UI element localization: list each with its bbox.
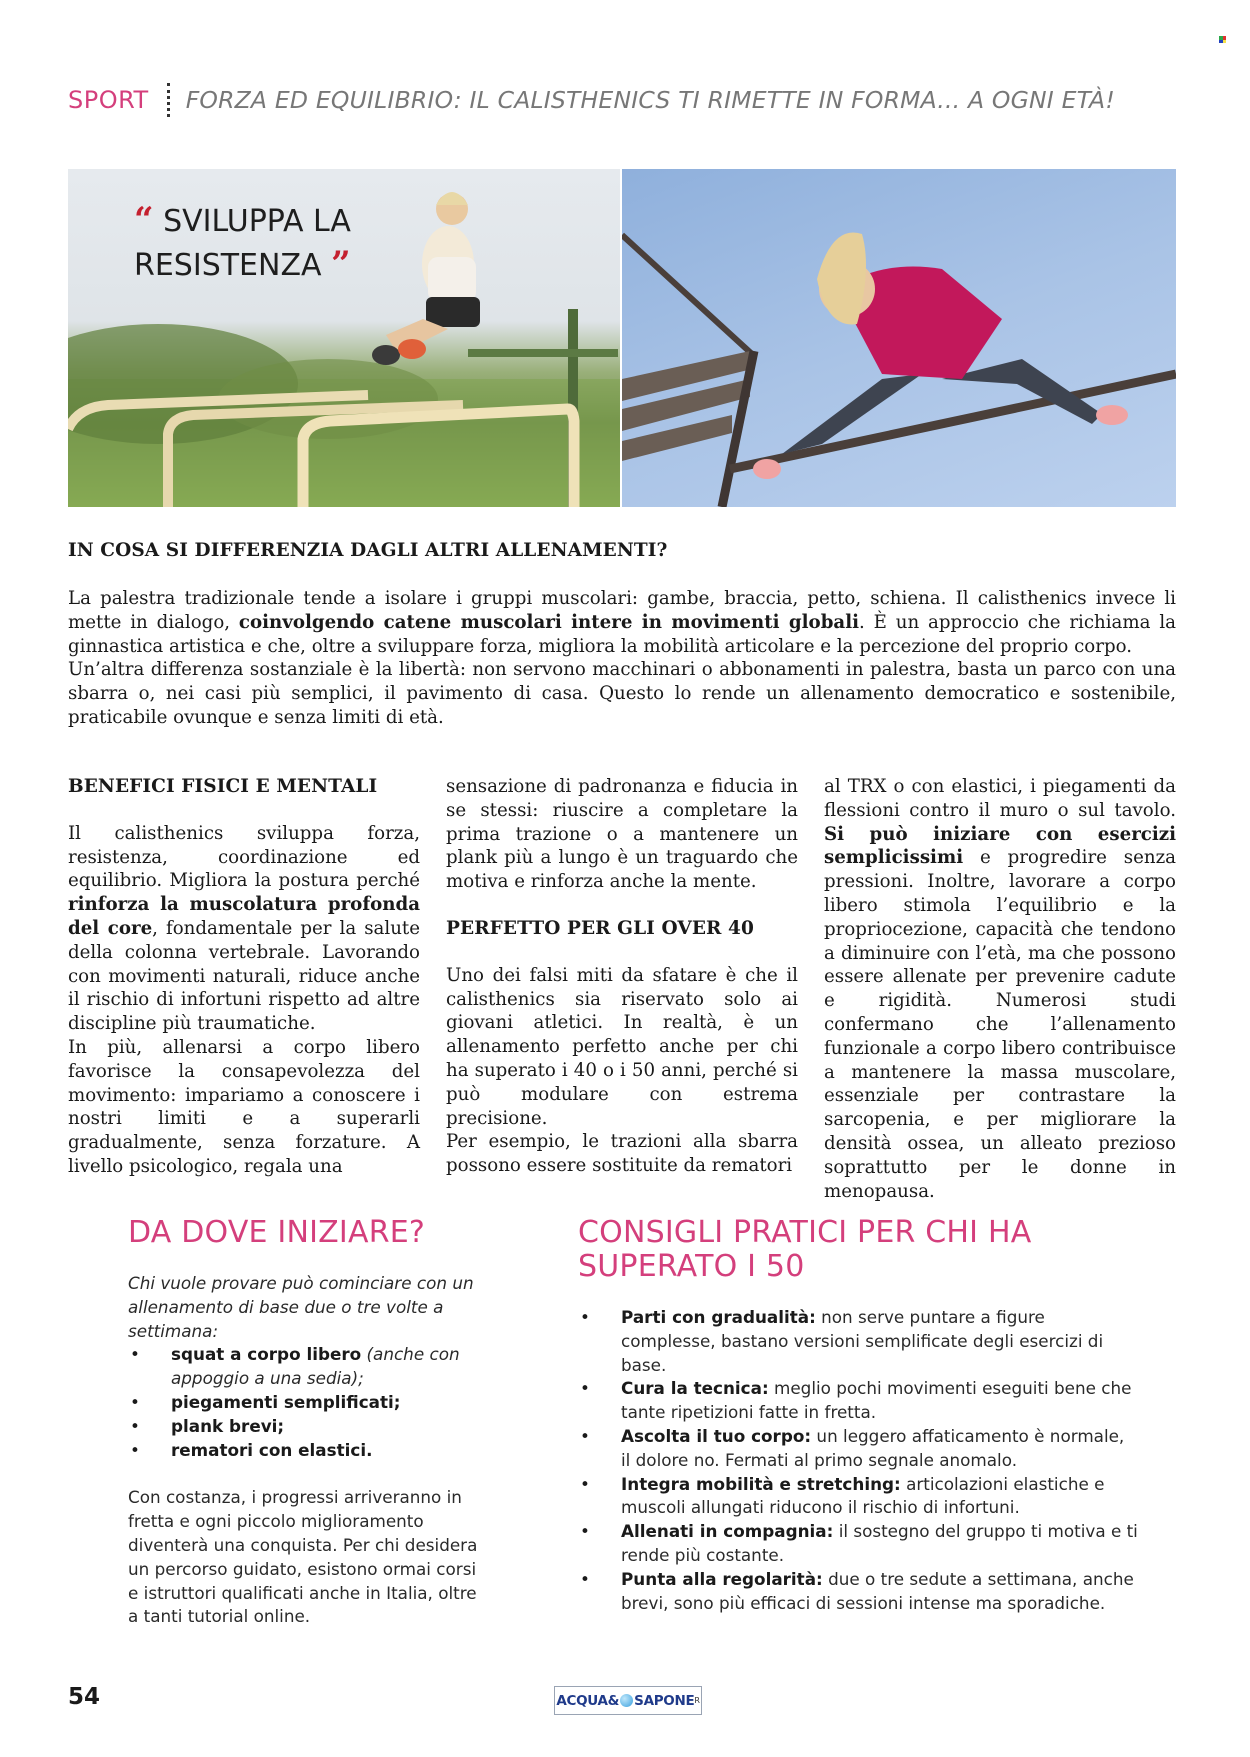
heading-line-2: SUPERATO I 50 [578,1249,805,1284]
tip-title: Parti con gradualità: [621,1307,816,1327]
intro-p1-text: La palestra tradizionale tende a isolare i gruppi muscolari: gambe, braccia, petto, schiena. Il calisthenics invece li mette in dialogo, [68,588,1176,633]
tips-list [578,1306,1138,1615]
list-item [128,1343,488,1391]
tip-text: non serve puntare a figure complesse, bastano versioni semplificate degli esercizi di base. [621,1307,1104,1375]
intro-p1-text-end: . È un approccio che richiama la ginnastica artistica e che, oltre a sviluppare forza, migliora la mobilità articolare e la percezione del proprio corpo. [68,611,1176,657]
list-item [128,1439,488,1463]
heading-where-to-start: DA DOVE INIZIARE? [128,1215,426,1250]
list-item [128,1415,488,1439]
over40-paragraph-2-part-1: Per esempio, le trazioni alla sbarra possono essere sostituite da rematori [446,1131,798,1177]
tip-title: Punta alla regolarità: [621,1568,823,1589]
list-item-bold: squat a corpo libero [171,1344,362,1365]
tip-item [578,1425,1138,1473]
benefits-p1-bold: rinforza la muscolatura profonda del core [68,894,420,939]
where-to-start-lead: Chi vuole provare può cominciare con un allenamento di base due o tre volte a settimana: [128,1273,474,1341]
page-header [68,80,1115,120]
tip-item [578,1520,1138,1568]
benefits-paragraph-2-part-1: In più, allenarsi a corpo libero favorisce la consapevolezza del movimento: impariamo a conoscere i nostri limiti e a superarli gradualmente, senza forzature. A livello psicologico, regala una [68,1036,420,1177]
pull-quote-line-2: RESISTENZA [134,248,322,283]
page-number: 54 [68,1684,101,1710]
starter-exercise-list [128,1343,488,1462]
tip-item [578,1306,1138,1377]
tip-text: un leggero affaticamento è normale, il dolore no. Fermati al primo segnale anomalo. [621,1425,1125,1470]
intro-p1-bold: coinvolgendo catene muscolari intere in movimenti globali [238,611,860,633]
heading-tips-over-50 [578,1216,1138,1284]
section-heading-benefits: BENEFICI FISICI E MENTALI [68,776,378,797]
over40-p2-bold: Si può iniziare con esercizi semplicissimi [824,823,1176,869]
section-heading-differences: IN COSA SI DIFFERENZIA DAGLI ALTRI ALLENAMENTI? [68,540,668,561]
intro-paragraph-1 [68,587,1176,658]
logo-text-left: ACQUA& [556,1692,620,1709]
benefits-p1-text: Il calisthenics sviluppa forza, resistenza, coordinazione ed equilibrio. Migliora la postura perché [68,822,420,892]
benefits-paragraph-2-part-2: sensazione di padronanza e fiducia in se stessi: riuscire a completare la prima trazione o a mantenere un plank più a lungo è un traguardo che motiva e rinforza anche la mente. [446,776,798,893]
list-item [128,1391,488,1415]
benefits-p1-text-end: , fondamentale per la salute della colonna vertebrale. Lavorando con movimenti naturali, riduce anche il rischio di infortuni rispetto ad altre discipline più traumatiche. [68,917,420,1035]
tip-text: meglio pochi movimenti eseguiti bene che tante ripetizioni fatte in fretta. [621,1378,1132,1423]
tip-title: Ascolta il tuo corpo: [621,1425,812,1446]
tip-text: articolazioni elastiche e muscoli allungati riducono il rischio di infortuni. [621,1473,1105,1518]
column-1 [68,775,420,1179]
heading-line-1: CONSIGLI PRATICI PER CHI HA [578,1215,1032,1250]
box-tips-over-50 [578,1216,1138,1615]
article-title: FORZA ED EQUILIBRIO: IL CALISTHENICS TI RIMETTE IN FORMA... A OGNI ETÀ! [185,86,1115,114]
tip-title: Integra mobilità e stretching: [621,1473,901,1494]
intro-text [68,587,1176,730]
section-label: SPORT [68,86,149,114]
tip-item [578,1473,1138,1521]
column-3 [824,775,1176,1203]
tip-title: Allenati in compagnia: [621,1521,834,1542]
tip-text: il sostegno del gruppo ti motiva e ti rende più costante. [621,1521,1138,1565]
logo-text-right: SAPONE [634,1692,695,1709]
column-2 [446,775,798,1178]
tip-item [578,1377,1138,1425]
tip-text: due o tre sedute a settimana, anche brevi, sono più efficaci di sessioni intense ma sporadiche. [621,1568,1134,1613]
over40-paragraph-2-part-2: al TRX o con elastici, i piegamenti da flessioni contro il muro o sul tavolo. Si può iniziare con esercizi semplicissimi e progredire senza pressioni. Inoltre, lavorare a corpo libero stimola l’equilibrio e la propriocezione, capacità che tendono a diminuire con l’età, ma che possono essere allenate per prevenire cadute e rigidità. Numerosi studi confermano che l’allenamento funzionale a corpo libero contribuisce a mantenere la massa muscolare, essenziale per contrastare la sarcopenia, e per migliorare la densità ossea, un alleato prezioso soprattutto per le donne in menopausa. [824,776,1176,1202]
box-where-to-start [128,1216,488,1629]
horizontal-bar-illustration [622,169,1176,507]
open-quote-mark: “ [134,200,154,240]
tip-title: Cura la tecnica: [621,1378,769,1399]
registered-mark: R [694,1696,700,1705]
pull-quote [134,199,351,287]
list-item-bold: rematori con elastici. [171,1439,373,1460]
over40-paragraph-1: Uno dei falsi miti da sfatare è che il calisthenics sia riservato solo ai giovani atletici. In realtà, è un allenamento perfetto anche per chi ha superato i 40 o i 50 anni, perché si può modulare con estrema precisione. [446,964,798,1129]
list-item-bold: plank brevi; [171,1415,285,1436]
benefits-paragraph-1 [68,822,420,1036]
close-quote-mark: ” [331,244,351,284]
tip-item [578,1568,1138,1616]
where-to-start-closing: Con costanza, i progressi arriveranno in fretta e ogni piccolo miglioramento diventerà una conquista. Per chi desidera un percorso guidato, esistono ormai corsi e istruttori qualificati anche in Italia, oltre a tanti tutorial online. [128,1487,478,1627]
list-item-bold: piegamenti semplificati; [171,1391,401,1412]
intro-paragraph-2: Un’altra differenza sostanziale è la libertà: non servono macchinari o abbonamenti in palestra, basta un parco con una sbarra o, nei casi più semplici, il pavimento di casa. Questo lo rende un allenamento democratico e sostenibile, praticabile ovunque e senza limiti di età. [68,659,1176,728]
header-divider [167,83,170,117]
color-registration-mark [1219,36,1226,43]
bubble-icon [620,1694,633,1707]
pull-quote-line-1: SVILUPPA LA [163,204,351,239]
photo-woman-horizontal-bar [622,169,1176,507]
photo-woman-parallel-bars [68,169,620,507]
section-heading-over-40: PERFETTO PER GLI OVER 40 [446,917,754,939]
list-item-note: (anche con appoggio a una sedia); [171,1344,460,1389]
acqua-e-sapone-logo [554,1686,702,1715]
